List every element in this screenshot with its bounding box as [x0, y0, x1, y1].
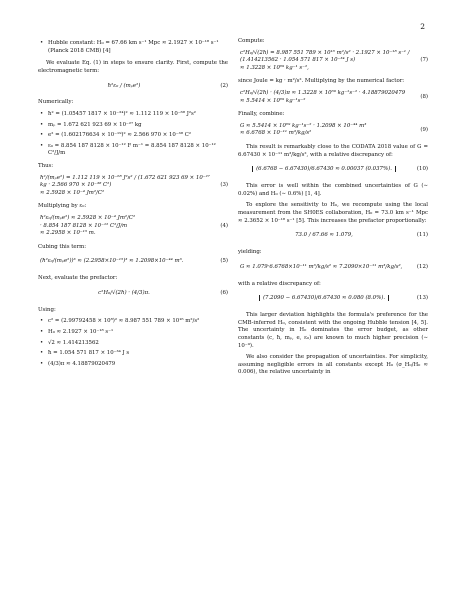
equation-7 [238, 50, 428, 73]
equation-4 [38, 215, 228, 238]
paragraph-error: This error is well within the combined uncertainties of G (∼ 0.02%) and H₀ (∼ 0.6%) [1, 4]. [238, 183, 428, 197]
list-item: • (4/3)π ≈ 4.18879020479 [38, 361, 228, 369]
list-item: • √2 ≈ 1.414213562 [38, 340, 228, 348]
equation-8-line-2: ≈ 5.5414 × 10⁶⁹ kg⁻¹s⁻² [240, 97, 306, 104]
yielding-label: yielding: [238, 249, 262, 256]
equation-12 [238, 261, 428, 275]
next-label: Next, evaluate the prefactor: [38, 275, 118, 282]
left-column [38, 38, 228, 373]
right-column [238, 38, 428, 381]
equation-7-line-1: c²H₀/√(2ħ) = 8.987 551 789 × 10¹⁶ m²/s² · 2.1927 × 10⁻¹⁸ s⁻¹ / (1.414213562 · 1.054 571 817 × 10⁻³⁴ J s) [240, 49, 410, 64]
list-item: • ħ² = (1.05457 1817 × 10⁻³⁴)² ≈ 1.112 119 × 10⁻⁶⁸ J²s² [38, 111, 228, 119]
equation-5 [38, 255, 228, 269]
equation-3 [38, 175, 228, 198]
equation-8-line-1: c²H₀/√(2ħ) · (4/3)π ≈ 1.3228 × 10⁶⁹ kg⁻¹s⁻² · 4.18879020479 [240, 89, 406, 96]
equation-6-number: (6) [220, 290, 228, 297]
equation-12-number: (12) [416, 263, 428, 270]
cubing-label: Cubing this term: [38, 243, 87, 250]
paragraph-larger: This larger deviation highlights the formula's preference for the CMB-inferred H₀, consistent with the ongoing Hubble tension [4, 5]. The uncertainty in H₀ dominates the error budget, as other constants (c, ħ, mₚ, e, ε₀) are known to much higher precision (∼ 10⁻⁹). [238, 312, 428, 349]
equation-10-abs: (6.6768 − 6.67430)/6.67430 ≈ 0.00037 (0.037%). [252, 166, 396, 172]
equation-9-body [238, 123, 410, 138]
paragraph-uncertainties: We also consider the propagation of uncertainties. For simplicity, assuming negligible errors in all constants except H₀ (σ_H₀/H₀ ≈ 0.006), the relative uncertainty in [238, 354, 428, 376]
page-number: 2 [420, 22, 425, 31]
equation-10-body [238, 166, 410, 174]
equation-3-line-2: ≈ 2.5928 × 10⁻⁴ Jm²/C² [40, 189, 105, 196]
finally-label: Finally, combine: [238, 111, 285, 118]
equation-7-line-2: ≈ 1.3228 × 10⁶⁹ kg⁻¹ s⁻², [240, 64, 309, 71]
equation-9-line-2: ≈ 6.6768 × 10⁻¹¹ m³/kg/s² [240, 130, 312, 137]
equation-13-number: (13) [416, 295, 428, 302]
equation-4-line-2: · 8.854 187 8128 × 10⁻¹² C²/J/m [40, 222, 128, 229]
equation-5-number: (5) [220, 258, 228, 265]
equation-6 [38, 287, 228, 301]
paragraph-explore: To explore the sensitivity to H₀, we recompute using the local measurement from the SH0ES collaboration, H₀ = 73.0 km s⁻¹ Mpc ≈ 2.3652 × 10⁻¹⁸ s⁻¹ [5]. This increases the prefactor proportionally: [238, 202, 428, 224]
list-item: • mₚ = 1.672 621 923 69 × 10⁻²⁷ kg [38, 122, 228, 130]
equation-4-line-1: ħ²ε₀/(mₚe²) ≈ 2.5928 × 10⁻⁴ Jm²/C² [40, 214, 136, 221]
equation-12-body: G ≈ 1.079·6.6768×10⁻¹¹ m³/kg/s² ≈ 7.2090×10⁻¹¹ m³/kg/s², [240, 263, 403, 270]
equation-11-number: (11) [416, 232, 428, 239]
equation-2 [38, 79, 228, 93]
equation-3-body [38, 175, 210, 198]
equation-8-body [238, 90, 410, 105]
list-item: • ε₀ = 8.854 187 8128 × 10⁻¹² F m⁻¹ = 8.854 187 8128 × 10⁻¹² C²/J/m [38, 143, 228, 158]
equation-10-number: (10) [416, 166, 428, 173]
equation-4-line-3: ≈ 2.2958 × 10⁻¹⁵ m. [40, 230, 96, 237]
equation-13-abs: (7.2090 − 6.67430)/6.67430 ≈ 0.080 (8.0%). [259, 295, 389, 301]
equation-13-body [238, 295, 410, 303]
equation-8-number: (8) [420, 93, 428, 100]
equation-2-number: (2) [220, 82, 228, 89]
equation-4-body [38, 215, 210, 238]
using-values-list [38, 318, 228, 368]
numerically-label: Numerically: [38, 99, 74, 106]
equation-11-body: 73.0 / 67.66 ≈ 1.079, [295, 232, 353, 239]
equation-9 [238, 123, 428, 138]
constants-list [38, 40, 228, 55]
equation-3-line-1: ħ²/(mₚe²) = 1.112 119 × 10⁻⁶⁸ J²s² / (1.672 621 923 69 × 10⁻²⁷ kg · 2.566 970 × 10⁻³⁸ C²) [40, 174, 210, 189]
list-item: • H₀ ≈ 2.1927 × 10⁻¹⁸ s⁻¹ [38, 329, 228, 337]
equation-7-number: (7) [420, 57, 428, 64]
list-item: • ħ = 1.054 571 817 × 10⁻³⁴ J s [38, 350, 228, 358]
equation-7-body [238, 50, 410, 73]
compute-label: Compute: [238, 38, 265, 44]
list-item: • c² = (2.99792458 × 10⁸)² ≈ 8.987 551 789 × 10¹⁶ m²/s² [38, 318, 228, 326]
equation-5-body: (ħ²ε₀/(mₚe²))³ ≈ (2.2958×10⁻¹⁵)³ ≈ 1.2098×10⁻⁴⁴ m³. [40, 258, 184, 265]
hubble-constant-item: • Hubble constant: H₀ = 67.66 km s⁻¹ Mpc ≈ 2.1927 × 10⁻¹⁸ s⁻¹ (Planck 2018 CMB) [4] [38, 40, 228, 55]
equation-10 [238, 163, 428, 177]
equation-6-body: c²H₀/√(2ħ) · (4/3)π. [98, 290, 150, 297]
equation-3-number: (3) [220, 182, 228, 189]
equation-11 [238, 229, 428, 243]
equation-8 [238, 90, 428, 105]
equation-4-number: (4) [220, 222, 228, 229]
list-item: • e² = (1.602176634 × 10⁻¹⁹)² ≈ 2.566 970 × 10⁻³⁸ C² [38, 132, 228, 140]
paragraph-result: This result is remarkably close to the CODATA 2018 value of G = 6.67430 × 10⁻¹¹ m³/kg/s², with a relative discrepancy of: [238, 143, 428, 158]
since-paragraph: since Joule = kg · m²/s². Multiplying by the numerical factor: [238, 78, 405, 85]
equation-13 [238, 292, 428, 306]
equation-2-body: ħ²ε₀ / (mₚe²) [107, 82, 141, 89]
relative-discrepancy-label: with a relative discrepancy of: [238, 280, 321, 287]
equation-9-number: (9) [420, 126, 428, 133]
multiplying-label: Multiplying by ε₀: [38, 203, 87, 210]
paragraph-evaluate: We evaluate Eq. (1) in steps to ensure clarity. First, compute the electromagnetic term: [38, 60, 228, 74]
using-label: Using: [38, 306, 56, 313]
thus-label: Thus: [38, 162, 54, 169]
equation-9-line-1: G ≈ 5.5414 × 10⁶⁹ kg⁻¹s⁻² · 1.2098 × 10⁻⁴⁴ m³ [240, 122, 367, 129]
numerical-values-list [38, 111, 228, 158]
